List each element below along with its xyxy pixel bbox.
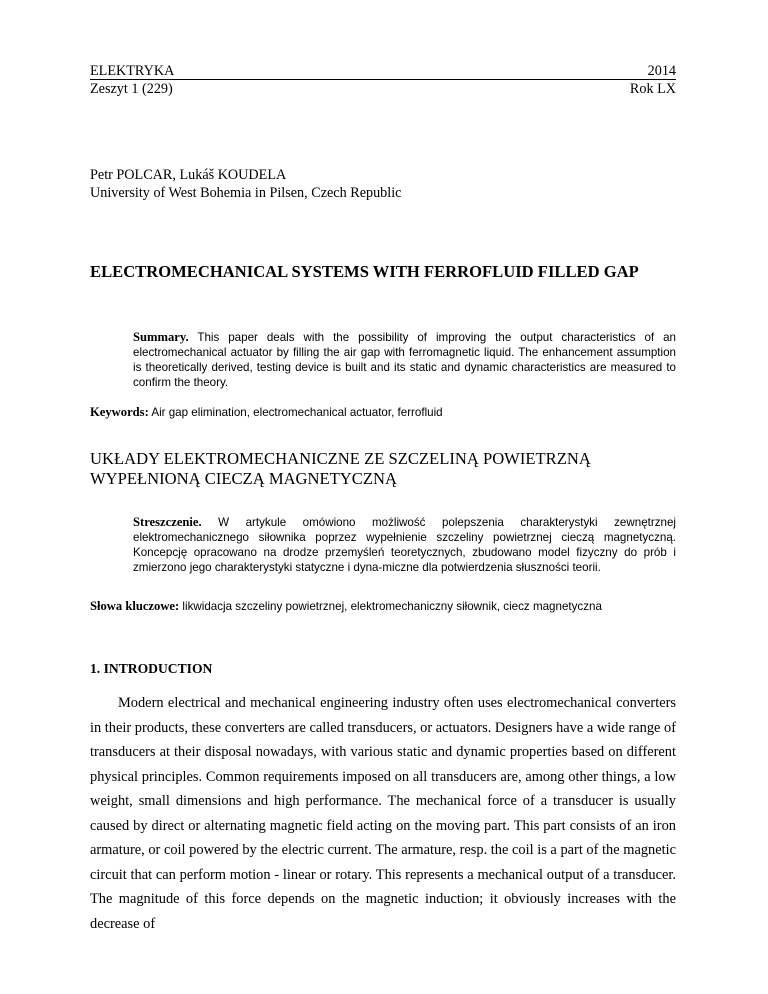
author-block <box>90 166 401 202</box>
journal-year: 2014 <box>647 63 676 79</box>
keywords-en-text: Air gap elimination, electromechanical actuator, ferrofluid <box>148 406 443 419</box>
summary-label: Summary. <box>133 330 189 344</box>
streszczenie-text: W artykule omówiono możliwość polepszenia charakterystyki zewnętrznej elektromechanicznego siłownika poprzez wypełnienie szczeliny powietrznej cieczą magnetyczną. Koncepcję opracowano na drodze przemyśleń teoretycznych, zbudowano model fizyczny do prób i zmierzono jego charakterystyki statyczne i dyna-miczne dla potwierdzenia słuszności teorii. <box>133 516 676 574</box>
keywords-pl-label: Słowa kluczowe: <box>90 599 180 613</box>
paper-title-pl: UKŁADY ELEKTROMECHANICZNE ZE SZCZELINĄ POWIETRZNĄ WYPEŁNIONĄ CIECZĄ MAGNETYCZNĄ <box>90 449 591 488</box>
journal-issue: Zeszyt 1 (229) <box>90 81 173 97</box>
header-rule <box>90 79 676 80</box>
paper-title-en: ELECTROMECHANICAL SYSTEMS WITH FERROFLUID FILLED GAP <box>90 262 639 281</box>
journal-name: ELEKTRYKA <box>90 63 175 79</box>
keywords-en-label: Keywords: <box>90 405 149 419</box>
introduction-body <box>90 691 676 936</box>
keywords-pl-text: likwidacja szczeliny powietrznej, elektromechaniczny siłownik, ciecz magnetyczna <box>179 600 602 613</box>
author-affiliation: University of West Bohemia in Pilsen, Czech Republic <box>90 185 402 201</box>
journal-volume: Rok LX <box>629 81 676 97</box>
keywords-en <box>90 405 690 420</box>
streszczenie-label: Streszczenie. <box>133 515 202 529</box>
summary-text: This paper deals with the possibility of improving the output characteristics of an electromechanical actuator by filling the air gap with ferromagnetic liquid. The enhancement assumption is theoretically derived, testing device is built and its static and dynamic characteristics are measured to confirm the theory. <box>133 331 676 389</box>
section-heading-introduction: 1. INTRODUCTION <box>90 661 213 676</box>
summary-en <box>133 330 676 390</box>
summary-pl <box>133 515 676 575</box>
body-paragraph: Modern electrical and mechanical engineering industry often uses electromechanical converters in their products, these converters are called transducers, or actuators. Designers have a wide range of transducers at their disposal nowadays, with various static and dynamic properties based on different physical principles. Common requirements imposed on all transducers are, among other things, a low weight, small dimensions and high performance. The mechanical force of a transducer is usually caused by direct or alternating magnetic field acting on the moving part. This part consists of an iron armature, or coil powered by the electric current. The armature, resp. the coil is a part of the magnetic circuit that can perform motion - linear or rotary. This represents a mechanical output of a transducer. The magnitude of this force depends on the magnetic induction; it obviously increases with the decrease of <box>90 695 676 932</box>
author-names: Petr POLCAR, Lukáš KOUDELA <box>90 167 287 183</box>
keywords-pl <box>90 599 690 614</box>
